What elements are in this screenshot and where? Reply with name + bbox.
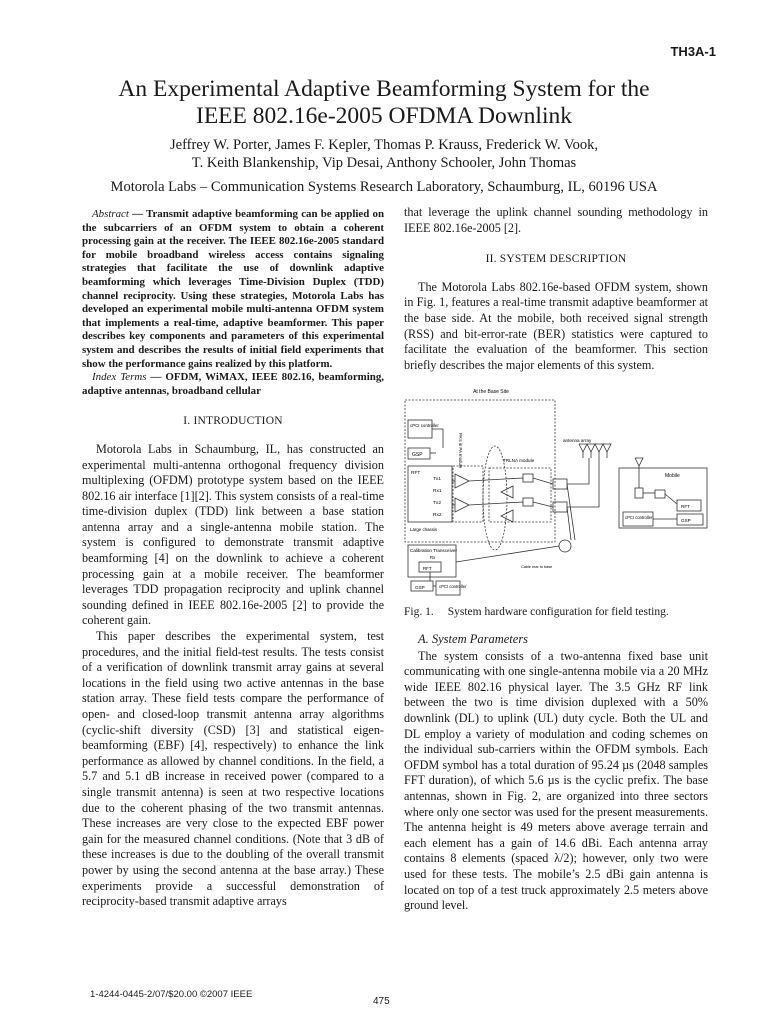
pa-amplifier-1 [455,474,469,488]
section-heading-system-description: II. SYSTEM DESCRIPTION [485,253,627,266]
fig-cal-transceiver-label: Calibration Transceiver [410,548,457,553]
system-description-paragraph: The Motorola Labs 802.16e-based OFDM system, shown in Fig. 1, features a real-time transmit adaptive beamformer at the base side. At the mobile, both received signal strength (RSS) and bit-error-rate (BER) statistics were captured to facilitate the evaluation of the beamformer. This section briefly describes the major elements of this system. [404,279,708,372]
system-hardware-diagram [403,386,709,602]
index-terms-text: OFDM, WiMAX, IEEE 802.16, beamforming, adaptive antennas, broadband cellular [82,371,384,397]
fig-mobile-label: Mobile [665,473,680,479]
authors-line-1: Jeffrey W. Porter, James F. Kepler, Thomas P. Krauss, Frederick W. Vook, [170,137,598,153]
author-list [60,136,708,172]
intro-paragraph-1: Motorola Labs in Schaumburg, IL, has constructed an experimental multi-antenna orthogonal frequency division multiplexing (OFDM) prototype system based on the IEEE 802.16 air interface [1][2]. This system consists of a real-time time-division duplex (TDD) link between a base station antenna array and a single-antenna mobile station. The system is configured to demonstrate transmit adaptive beamforming [4] on the downlink to achieve a coherent processing gain at a mobile receiver. The beamformer leverages TDD propagation reciprocity and uplink channel sounding defined in IEEE 802.16e-2005 [2] to provide the coherent gain. [82,441,384,628]
continued-paragraph: that leverage the uplink channel sounding methodology in IEEE 802.16e-2005 [2]. [404,205,708,235]
figure-caption-text: System hardware configuration for field testing. [447,606,669,618]
splitter-1 [553,479,567,489]
fig-mobile-rft-label: RFT [681,504,690,509]
fig-cable-note: Cable rear to base [521,565,553,569]
subsection-heading-system-parameters: A. System Parameters [418,632,529,646]
mobile-switch-box [655,490,665,498]
fig-cpci-label: cPCI controller [410,423,439,428]
fig-cal-gsp-label: GSP [415,585,425,590]
trlna-module-box [489,468,551,522]
pa-module-box [453,466,483,522]
base-site-frame [405,400,555,542]
fig-cal-rft-label: RFT [423,566,432,571]
fig-top-label: At the Base Site [473,389,509,395]
fig-cal-rx-label: Rx [430,555,436,560]
section-heading-introduction: I. INTRODUCTION [183,415,283,428]
system-parameters-paragraph: The system consists of a two-antenna fixed base unit communicating with one single-antenna mobile via a 20 MHz wide IEEE 802.16 physical layer. The 3.5 GHz RF link between the two is time division duplexed with a 50% downlink (DL) to uplink (UL) duty cycle. Both the UL and DL employ a variety of modulation and coding schemes on the individual sub-carriers within the OFDM symbols. Each OFDM symbol has a total duration of 95.24 µs (2048 samples FFT duration), of which 5.6 µs is the cyclic prefix. The base antennas, shown in Fig. 2, are organized into three sectors where only one sector was used for the present measurements. The antenna height is 49 meters above average terrain and each element has a gain of 14.6 dBi. Each antenna array contains 8 elements (spaced λ/2); however, only two were used for these tests. The mobile’s 2.5 dBi gain antenna is located on top of a test truck approximately 2.5 meters above ground level. [404,648,708,913]
fig-pa-label: PA's in PA module [458,433,463,469]
fig-tx1-label: Tx1 [433,477,441,482]
title-line-2: IEEE 802.16e-2005 OFDMA Downlink [196,103,572,129]
right-column-bottom [404,632,708,914]
lna-amplifier-2 [501,510,513,522]
mobile-duplex-box [635,488,643,498]
left-column [82,208,384,910]
intro-paragraph-2: This paper describes the experimental system, test procedures, and the initial field-test results. The tests consist of a verification of downlink transmit array gains at several locations in the field using two active antennas in the base station array. These field tests compare the performance of open- and closed-loop transmit antenna array algorithms (cyclic-shift diversity (CSD) [3] and statistical eigen-beamforming (EBF) [4], respectively) to enhance the link performance as allowed by channel conditions. In the field, a 5.7 and 5.1 dB increase in received power (compared to a single transmit antenna) is seen at two respective locations due to the coherent phasing of the two transmit antennas. These increases are very close to the expected EBF power gain for the measured channel conditions. (Note that 3 dB of these increases is due to the doubling of the overall transmit power by using the second antenna at the base array.) These experiments provide a successful demonstration of reciprocity-based transmit adaptive arrays [82,629,384,909]
session-tag: TH3A-1 [670,44,716,59]
right-column-top [404,205,708,373]
fig-mobile-cpci-label: cPCI controller [625,515,653,520]
abstract-text: Transmit adaptive beamforming can be applied on the subcarriers of an OFDM system to obtain a coherent processing gain at the receiver. The IEEE 802.16e-2005 standard for mobile broadband wireless access contains signaling strategies that facilitate the use of downlink adaptive beamforming which leverages Time-Division Duplex (TDD) channel reciprocity. Using these strategies, Motorola Labs has developed an experimental mobile multi-antenna OFDM system that implements a real-time, adaptive beamformer. This paper describes key components and parameters of this experimental system and describes the results of initial field experiments that show the performance gains realized by this platform. [82,208,385,370]
fig-mobile-gsp-label: GSP [681,518,691,523]
fig-trlna-label: TRLNA module [503,458,535,463]
calibration-antenna [559,540,571,552]
trlna-switch-2 [523,498,533,506]
figure-caption [404,606,708,618]
fig-large-chassis-label: Large chassis [410,527,438,532]
figure-caption-number: Fig. 1. [404,606,434,618]
fig-rx2-label: Rx2 [433,513,442,518]
fig-tx2-label: Tx2 [433,501,441,506]
paper-title [60,76,708,130]
abstract [82,208,384,398]
copyright-footer: 1-4244-0445-2/07/$20.00 ©2007 IEEE [90,989,253,1000]
index-terms-dash: — [146,371,166,384]
fig-rft-label: RFT [411,471,421,476]
page-number: 475 [373,996,390,1007]
affiliation: Motorola Labs – Communication Systems Research Laboratory, Schaumburg, IL, 60196 USA [110,179,658,195]
authors-line-2: T. Keith Blankenship, Vip Desai, Anthony Schooler, John Thomas [191,155,577,171]
trlna-switch-1 [523,474,533,482]
fig-cal-cpci-label: cPCI controller [439,584,467,589]
fig-antenna-array-label: antenna array [563,438,592,443]
index-terms-lead: Index Terms [92,371,147,384]
title-line-1: An Experimental Adaptive Beamforming System for the [118,76,650,102]
fig-rx1-label: Rx1 [433,489,442,494]
fig-gsp-label: GSP [412,452,423,458]
mobile-antenna [635,458,643,466]
antenna-array-elements [579,444,643,466]
pa-amplifier-2 [455,498,469,512]
abstract-dash: — [128,208,146,220]
abstract-lead: Abstract [92,208,129,220]
